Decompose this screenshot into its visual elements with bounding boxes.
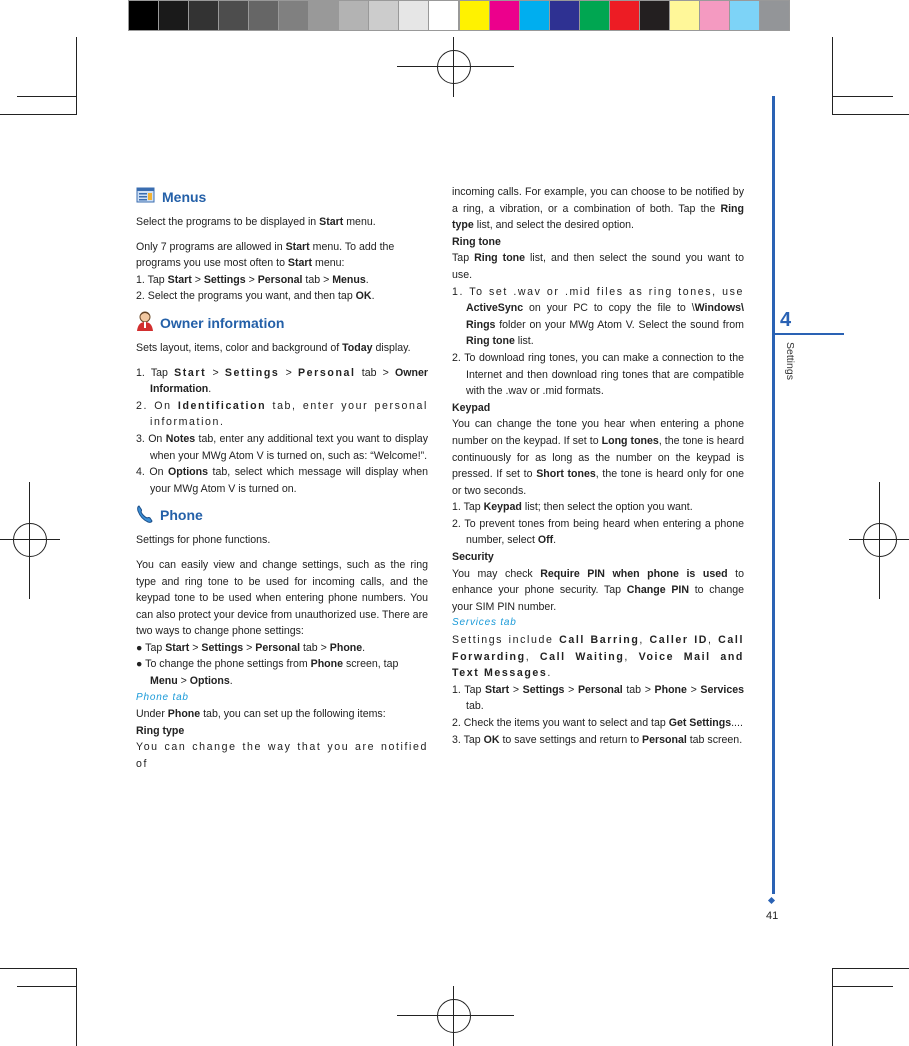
gray-swatch-3 (188, 0, 219, 31)
process-swatch-2 (489, 0, 520, 31)
process-swatch-4 (549, 0, 580, 31)
right-column: incoming calls. For example, you can choose to be notified by a ring, a vibration, or a combination of both. Tap the Ring type list, and select the desired option. Ring tone Tap Ring tone list, and then select the sound you want to use. 1. To set .wav or .mid files as ring tones, use ActiveSync on your PC to copy the file to \Windows\ Rings folder on your MWg Atom V. Select the sound from Ring tone list. 2. To download ring tones, you can make a connection to the Internet and then download ring tones that are compatible with the .wav or .mid formats. Keypad You can change the tone you hear when entering a phone number on the keypad. If set to Long tones, the tone is heard continuously for as long as the number on the keypad is pressed. If set to Short tones, the tone is heard only for one or two seconds. 1. Tap Keypad list; then select the option you want. 2. To prevent tones from being heard when entering a phone number, select Off. Security You may check Require PIN when phone is used to enhance your phone security. Tap Change PIN to change your SIM PIN number. Services tab Settings include Call Barring, Caller ID, Call Forwarding, Call Waiting, Voice Mail and Text Messages. 1. Tap Start > Settings > Personal tab > Phone > Services tab. 2. Check the items you want to select and tap Get Settings.... 3. Tap OK to save settings and return to Personal tab screen. (452, 186, 745, 746)
left-column: Menus Select the programs to be displayed in Start menu. Only 7 programs are allowed in Start menu. To add the programs you use most often to Start menu: 1. Tap Start > Settings > Personal tab > Menus. 2. Select the programs you want, and then tap OK. Owner information Sets layout, items, color and background of Today display. 1. Tap Start > Settings > Personal tab > Owner Information. 2. On Identification tab, enter your personal information. 3. On Notes tab, enter any additional text you want to display when your MWg Atom V is turned on, such as: “Welcome!”. 4. On Options tab, select which message will display when your MWg Atom V is turned on. Phone Settings for phone functions. You can easily view and change settings, such as the ring type and ring tone to be used for incoming calls, and the keypad tone to be used when entering phone numbers. You can also protect your device from unauthorized use. There are two ways to change phone settings: ● Tap Start > Settings > Personal tab > Phone. ● To change the phone settings from Phone screen, tap Menu > Options. Phone tab Under Phone tab, you can set up the following items: Ring type You can change the way that you are notified of (136, 184, 428, 773)
gray-swatch-7 (308, 0, 339, 31)
gray-swatch-5 (248, 0, 279, 31)
process-swatch-6 (609, 0, 640, 31)
gray-swatch-1 (128, 0, 159, 31)
process-swatch-5 (579, 0, 610, 31)
page-number: 41 (766, 910, 779, 922)
process-swatch-9 (699, 0, 730, 31)
chapter-number: 4 (780, 309, 792, 331)
gray-swatch-6 (278, 0, 309, 31)
process-swatch-11 (759, 0, 790, 31)
chapter-rule (772, 333, 844, 335)
gray-swatch-10 (398, 0, 429, 31)
menus-icon (136, 186, 156, 208)
gray-swatch-2 (158, 0, 189, 31)
process-swatch-7 (639, 0, 670, 31)
process-swatch-3 (519, 0, 550, 31)
grayscale-color-bar (129, 0, 459, 31)
gray-swatch-4 (218, 0, 249, 31)
gray-swatch-8 (338, 0, 369, 31)
owner-icon (136, 310, 154, 336)
gray-swatch-11 (428, 0, 459, 31)
menus-heading: Menus (136, 184, 428, 210)
chapter-name: Settings (784, 342, 796, 380)
phone-heading: Phone (136, 502, 428, 528)
phone-icon (136, 504, 154, 528)
chapter-sidebar-line (772, 96, 775, 894)
page-diamond-icon (768, 897, 775, 904)
gray-swatch-9 (368, 0, 399, 31)
process-swatch-8 (669, 0, 700, 31)
owner-information-heading: Owner information (136, 310, 428, 336)
process-swatch-1 (459, 0, 490, 31)
process-color-bar (460, 0, 790, 31)
process-swatch-10 (729, 0, 760, 31)
